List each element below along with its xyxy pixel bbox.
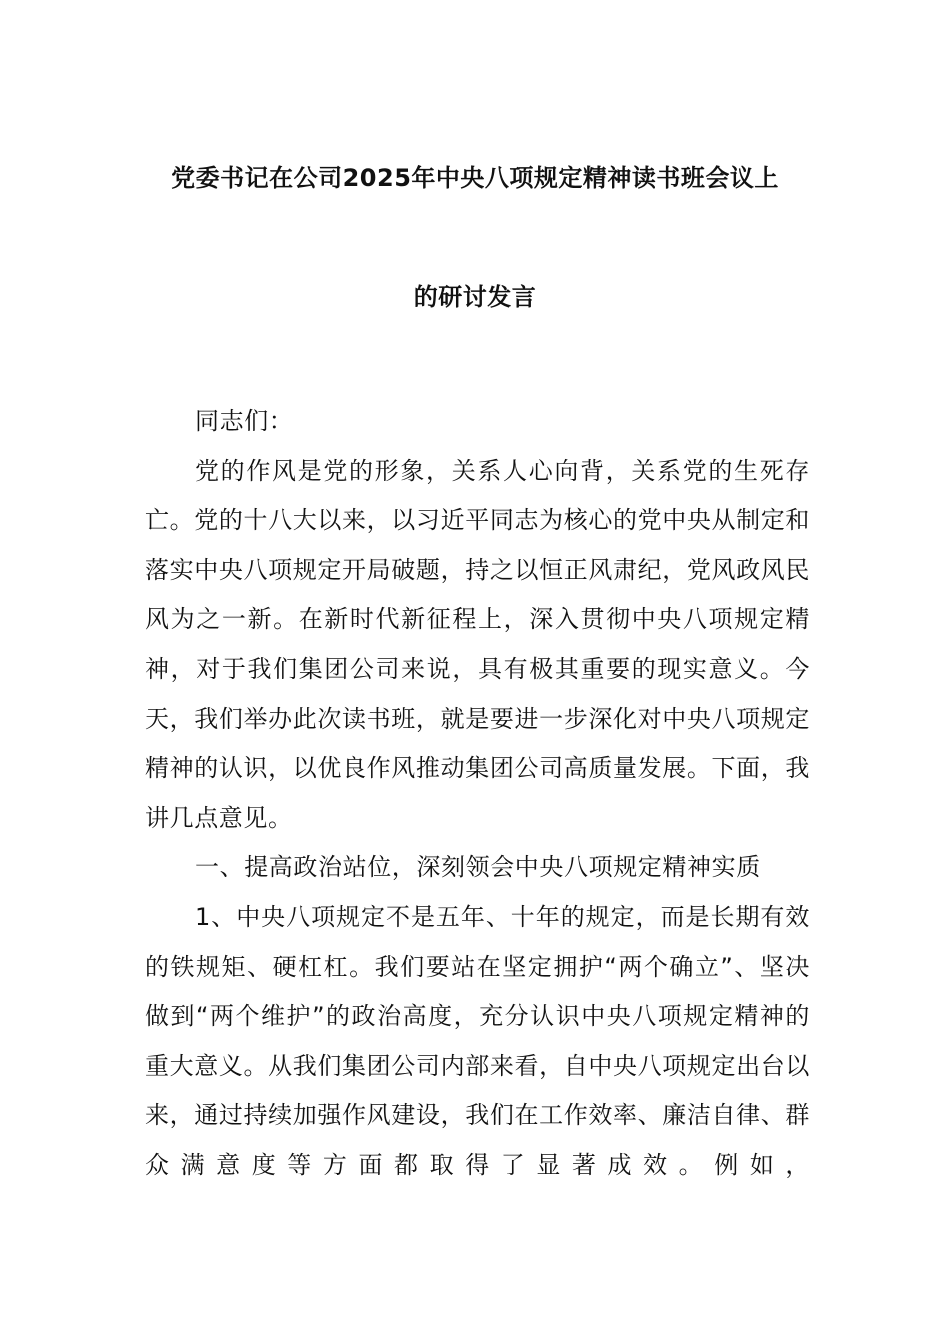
salutation: 同志们： xyxy=(195,407,294,435)
body-paragraph-intro: 党的作风是党的形象，关系人心向背，关系党的生死存亡。党的十八大以来，以习近平同志为核心的党中央从制定和落实中央八项规定开局破题，持之以恒正风肃纪，党风政风民风为之一新。在新时代新征程上，深入贯彻中央八项规定精神，对于我们集团公司来说，具有极其重要的现实意义。今天，我们举办此次读书班，就是要进一步深化对中央八项规定精神的认识，以优良作风推动集团公司高质量发展。下面，我讲几点意见。 xyxy=(145,456,810,832)
document-body xyxy=(145,397,810,1191)
body-paragraph-point-1: 1、中央八项规定不是五年、十年的规定，而是长期有效的铁规矩、硬杠杠。我们要站在坚定拥护“两个确立”、坚决做到“两个维护”的政治高度，充分认识中央八项规定精神的重大意义。从我们集团公司内部来看，自中央八项规定出台以来，通过持续加强作风建设，我们在工作效率、廉洁自律、群众满意度等方面都取得了显著成效。例如， xyxy=(145,902,810,1179)
document-title-line-1: 党委书记在公司2025年中央八项规定精神读书班会议上 xyxy=(171,164,779,192)
section-heading-1: 一、提高政治站位，深刻领会中央八项规定精神实质 xyxy=(195,853,761,882)
document-title-line-2: 的研讨发言 xyxy=(413,283,537,311)
